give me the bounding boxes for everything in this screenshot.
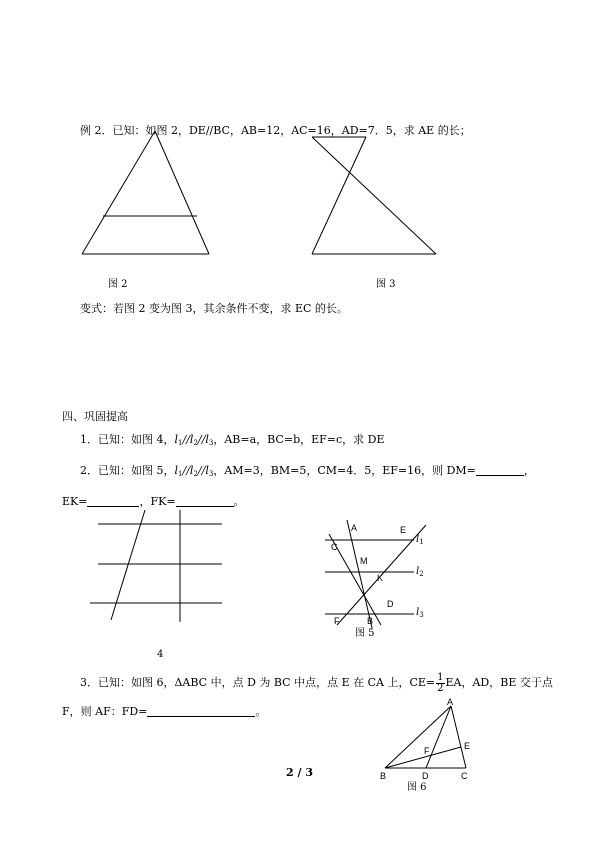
question-3-line-2 <box>62 705 266 719</box>
q2-l2-sub: 2 <box>193 470 198 478</box>
q2-l3: l <box>205 464 209 477</box>
fig6-label-b: B <box>380 771 387 781</box>
question-2-line-2 <box>62 495 245 509</box>
fig6-label-c: C <box>461 771 468 781</box>
af-fd-answer-blank[interactable] <box>147 705 255 717</box>
fig5-label-k: K <box>377 573 384 583</box>
q1-l2: l <box>189 433 194 446</box>
q2-l1-sub: 1 <box>178 470 183 478</box>
q2-prefix: 2．已知：如图 5， <box>80 464 175 477</box>
fk-answer-blank[interactable] <box>176 495 234 507</box>
question-1 <box>80 433 385 450</box>
fig5-label-m: M <box>360 556 368 566</box>
q2-parallel-2: // <box>197 464 206 477</box>
fraction-numerator: 1 <box>437 671 444 683</box>
q1-parallel-2: // <box>197 433 206 446</box>
fig5-label-d: D <box>387 599 394 609</box>
fig6-side-ac <box>451 706 466 768</box>
q3-af-fd-label: F，则 AF：FD= <box>62 705 148 718</box>
page-number: 2 / 3 <box>286 766 313 779</box>
dm-answer-blank[interactable] <box>476 464 524 476</box>
q3-text-a: 3．已知：如图 6，ΔABC 中，点 D 为 BC 中点，点 E 在 CA 上，CE= <box>80 676 436 689</box>
question-2 <box>80 464 535 481</box>
fig5-line-ab <box>347 520 372 628</box>
q1-l3-sub: 3 <box>208 439 214 447</box>
q3-end: 。 <box>255 705 267 718</box>
fig5-l3-letter: l <box>416 607 420 618</box>
fig2-side-ac <box>155 131 209 254</box>
figure-6 <box>385 706 466 768</box>
fig3-caption: 图 3 <box>376 279 396 290</box>
q1-l3: l <box>205 433 209 446</box>
fig2-side-ab <box>82 131 155 254</box>
q2-l1: l <box>174 464 179 477</box>
fig5-l3-sub: 3 <box>419 611 424 619</box>
fig5-label-l3 <box>416 607 424 621</box>
fig5-l1-sub: 1 <box>419 538 424 546</box>
fig5-caption: 图 5 <box>355 628 375 639</box>
q2-parallel-1: // <box>182 464 190 477</box>
figure-4 <box>90 510 222 622</box>
fig3-cross-2 <box>312 137 366 254</box>
ek-answer-blank[interactable] <box>87 495 139 507</box>
fig5-l2-sub: 2 <box>419 570 424 578</box>
fig6-caption: 图 6 <box>407 782 427 793</box>
fig5-label-e: E <box>400 525 407 535</box>
q3-text-b: EA，AD，BE 交于点 <box>445 676 553 689</box>
q1-parallel-1: // <box>182 433 190 446</box>
fig6-label-a: A <box>447 697 454 707</box>
figure-2 <box>82 131 209 254</box>
fig6-median-ad <box>426 706 451 768</box>
fraction-denominator: 2 <box>437 682 444 694</box>
fig5-l1-letter: l <box>416 534 420 545</box>
fig6-label-e: E <box>464 741 471 751</box>
q2-l2: l <box>189 464 194 477</box>
fig2-caption: 图 2 <box>108 279 128 290</box>
fig3-cross-1 <box>312 137 436 254</box>
question-3 <box>80 672 553 694</box>
fig5-l2-letter: l <box>416 566 420 577</box>
q2-end: ， <box>523 464 535 477</box>
figure-5 <box>325 520 426 628</box>
example2-text: 例 2．已知：如图 2，DE//BC，AB=12，AC=16，AD=7．5，求 AE 的长； <box>80 124 471 137</box>
fig5-label-f: F <box>334 616 340 626</box>
q2-l3-sub: 3 <box>208 470 214 478</box>
q1-suffix: ，AB=a，BC=b，EF=c，求 DE <box>213 433 385 446</box>
q1-l2-sub: 2 <box>193 439 198 447</box>
fig6-label-f: F <box>424 746 430 756</box>
q2-suffix: ，AM=3，BM=5，CM=4．5，EF=16，则 DM= <box>213 464 476 477</box>
fig5-label-l1 <box>416 534 424 548</box>
section-4-heading: 四、巩固提高 <box>62 410 128 423</box>
fig5-label-l2 <box>416 566 424 580</box>
variant-text: 变式：若图 2 变为图 3，其余条件不变，求 EC 的长。 <box>80 302 348 315</box>
q1-l1-sub: 1 <box>178 439 183 447</box>
fig5-label-c: C <box>331 542 338 552</box>
q2-tail: 。 <box>233 495 245 508</box>
q2-fk-label: ，FK= <box>139 495 176 508</box>
q2-ek-label: EK= <box>62 495 88 508</box>
fig4-caption: 4 <box>157 649 164 660</box>
q1-prefix: 1．已知：如图 4， <box>80 433 175 446</box>
figure-3 <box>312 137 436 254</box>
fig5-label-b: B <box>367 616 374 626</box>
q1-l1: l <box>174 433 179 446</box>
one-half-fraction <box>436 673 444 694</box>
fig6-label-d: D <box>422 771 429 781</box>
fig5-label-a: A <box>351 523 358 533</box>
